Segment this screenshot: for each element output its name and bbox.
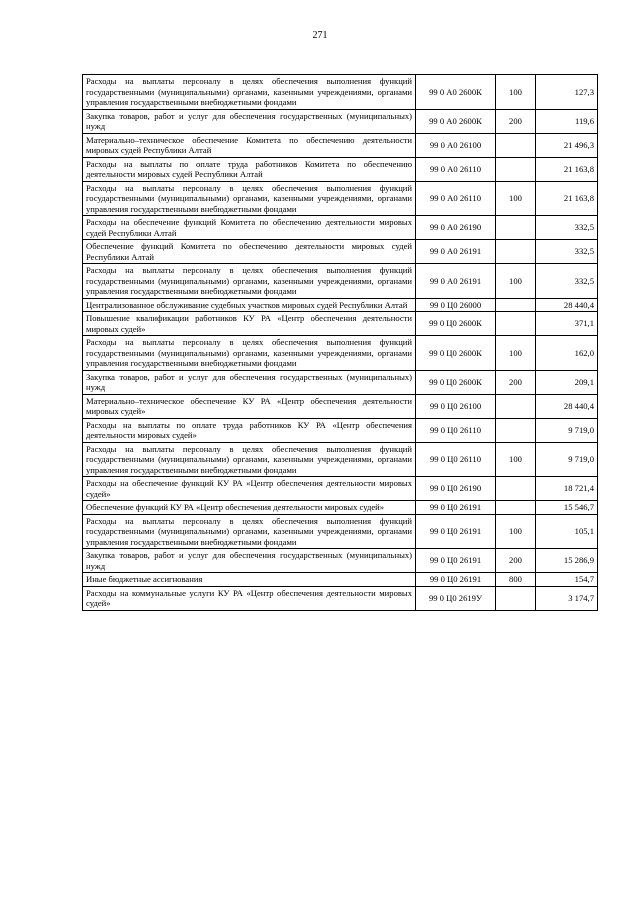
table-row [83, 240, 598, 264]
cell-amount: 9 719,0 [536, 418, 598, 442]
cell-code: 99 0 А0 26110 [416, 157, 496, 181]
cell-code: 99 0 Ц0 26000 [416, 298, 496, 312]
cell-code: 99 0 А0 26100 [416, 133, 496, 157]
cell-name: Централизованное обслуживание судебных участков мировых судей Республики Алтай [83, 298, 416, 312]
cell-vr [496, 501, 536, 515]
cell-code: 99 0 А0 26110 [416, 181, 496, 216]
cell-code: 99 0 Ц0 2600К [416, 370, 496, 394]
cell-vr [496, 418, 536, 442]
budget-table [82, 74, 598, 611]
cell-code: 99 0 Ц0 26191 [416, 549, 496, 573]
cell-amount: 21 496,3 [536, 133, 598, 157]
cell-amount: 154,7 [536, 573, 598, 587]
cell-code: 99 0 А0 26191 [416, 264, 496, 299]
cell-code: 99 0 Ц0 26190 [416, 477, 496, 501]
cell-vr [496, 586, 536, 610]
table-row [83, 312, 598, 336]
cell-name: Обеспечение функций КУ РА «Центр обеспечения деятельности мировых судей» [83, 501, 416, 515]
cell-amount: 15 546,7 [536, 501, 598, 515]
cell-amount: 209,1 [536, 370, 598, 394]
table-row [83, 586, 598, 610]
page-number: 271 [312, 30, 328, 41]
cell-name: Расходы на выплаты персоналу в целях обеспечения выполнения функций государственными (муниципальными) органами, казенными учреждениями, органами управления государственными внебюджетными фондами [83, 514, 416, 549]
table-row [83, 336, 598, 371]
cell-amount: 9 719,0 [536, 442, 598, 477]
cell-vr: 100 [496, 514, 536, 549]
cell-vr: 200 [496, 370, 536, 394]
cell-vr [496, 312, 536, 336]
table-row [83, 418, 598, 442]
cell-code: 99 0 Ц0 26191 [416, 573, 496, 587]
table-body [83, 75, 598, 611]
cell-vr: 100 [496, 442, 536, 477]
cell-amount: 28 440,4 [536, 298, 598, 312]
cell-code: 99 0 Ц0 2619У [416, 586, 496, 610]
cell-code: 99 0 Ц0 26191 [416, 501, 496, 515]
cell-name: Закупка товаров, работ и услуг для обеспечения государственных (муниципальных) нужд [83, 549, 416, 573]
cell-amount: 105,1 [536, 514, 598, 549]
table-row [83, 75, 598, 110]
cell-name: Расходы на выплаты персоналу в целях обеспечения выполнения функций государственными (муниципальными) органами, казенными учреждениями, органами управления государственными внебюджетными фондами [83, 181, 416, 216]
cell-name: Расходы на выплаты персоналу в целях обеспечения выполнения функций государственными (муниципальными) органами, казенными учреждениями, органами управления государственными внебюджетными фондами [83, 336, 416, 371]
cell-name: Расходы на обеспечение функций Комитета по обеспечению деятельности мировых судей Республики Алтай [83, 216, 416, 240]
cell-name: Материально–техническое обеспечение Комитета по обеспечению деятельности мировых судей Республики Алтай [83, 133, 416, 157]
cell-amount: 127,3 [536, 75, 598, 110]
cell-name: Расходы на обеспечение функций КУ РА «Центр обеспечения деятельности мировых судей» [83, 477, 416, 501]
cell-code: 99 0 Ц0 26110 [416, 418, 496, 442]
table-row [83, 549, 598, 573]
cell-vr: 100 [496, 181, 536, 216]
cell-name: Материально–техническое обеспечение КУ РА «Центр обеспечения деятельности мировых судей» [83, 394, 416, 418]
cell-code: 99 0 Ц0 2600К [416, 336, 496, 371]
cell-name: Закупка товаров, работ и услуг для обеспечения государственных (муниципальных) нужд [83, 109, 416, 133]
cell-vr: 800 [496, 573, 536, 587]
cell-vr: 200 [496, 109, 536, 133]
cell-vr [496, 133, 536, 157]
cell-vr [496, 216, 536, 240]
cell-name: Расходы на выплаты персоналу в целях обеспечения выполнения функций государственными (муниципальными) органами, казенными учреждениями, органами управления государственными внебюджетными фондами [83, 75, 416, 110]
cell-code: 99 0 А0 26190 [416, 216, 496, 240]
table-row [83, 264, 598, 299]
cell-code: 99 0 Ц0 2600К [416, 312, 496, 336]
cell-code: 99 0 А0 26191 [416, 240, 496, 264]
cell-amount: 18 721,4 [536, 477, 598, 501]
table-row [83, 370, 598, 394]
table-row [83, 477, 598, 501]
cell-vr [496, 394, 536, 418]
cell-amount: 28 440,4 [536, 394, 598, 418]
cell-amount: 119,6 [536, 109, 598, 133]
cell-vr: 200 [496, 549, 536, 573]
cell-vr: 100 [496, 336, 536, 371]
cell-name: Повышение квалификации работников КУ РА «Центр обеспечения деятельности мировых судей» [83, 312, 416, 336]
cell-vr [496, 477, 536, 501]
table-row [83, 298, 598, 312]
cell-amount: 21 163,8 [536, 181, 598, 216]
cell-vr: 100 [496, 264, 536, 299]
cell-code: 99 0 А0 2600К [416, 75, 496, 110]
table-row [83, 514, 598, 549]
table-row [83, 133, 598, 157]
cell-amount: 3 174,7 [536, 586, 598, 610]
cell-name: Иные бюджетные ассигнования [83, 573, 416, 587]
table-row [83, 157, 598, 181]
cell-amount: 332,5 [536, 216, 598, 240]
cell-amount: 162,0 [536, 336, 598, 371]
cell-name: Закупка товаров, работ и услуг для обеспечения государственных (муниципальных) нужд [83, 370, 416, 394]
table-row [83, 181, 598, 216]
cell-code: 99 0 Ц0 26100 [416, 394, 496, 418]
cell-vr [496, 298, 536, 312]
table-row [83, 442, 598, 477]
cell-vr: 100 [496, 75, 536, 110]
cell-amount: 21 163,8 [536, 157, 598, 181]
cell-vr [496, 157, 536, 181]
table-row [83, 216, 598, 240]
cell-name: Расходы на коммунальные услуги КУ РА «Центр обеспечения деятельности мировых судей» [83, 586, 416, 610]
table-row [83, 573, 598, 587]
table-row [83, 394, 598, 418]
cell-amount: 332,5 [536, 240, 598, 264]
cell-code: 99 0 Ц0 26191 [416, 514, 496, 549]
cell-code: 99 0 Ц0 26110 [416, 442, 496, 477]
table-row [83, 501, 598, 515]
cell-code: 99 0 А0 2600К [416, 109, 496, 133]
cell-name: Расходы на выплаты по оплате труда работников Комитета по обеспечению деятельности мировых судей Республики Алтай [83, 157, 416, 181]
cell-name: Обеспечение функций Комитета по обеспечению деятельности мировых судей Республики Алтай [83, 240, 416, 264]
cell-name: Расходы на выплаты по оплате труда работников КУ РА «Центр обеспечения деятельности мировых судей» [83, 418, 416, 442]
cell-amount: 332,5 [536, 264, 598, 299]
table-row [83, 109, 598, 133]
cell-vr [496, 240, 536, 264]
cell-amount: 371,1 [536, 312, 598, 336]
cell-name: Расходы на выплаты персоналу в целях обеспечения выполнения функций государственными (муниципальными) органами, казенными учреждениями, органами управления государственными внебюджетными фондами [83, 264, 416, 299]
cell-amount: 15 286,9 [536, 549, 598, 573]
cell-name: Расходы на выплаты персоналу в целях обеспечения выполнения функций государственными (муниципальными) органами, казенными учреждениями, органами управления государственными внебюджетными фондами [83, 442, 416, 477]
